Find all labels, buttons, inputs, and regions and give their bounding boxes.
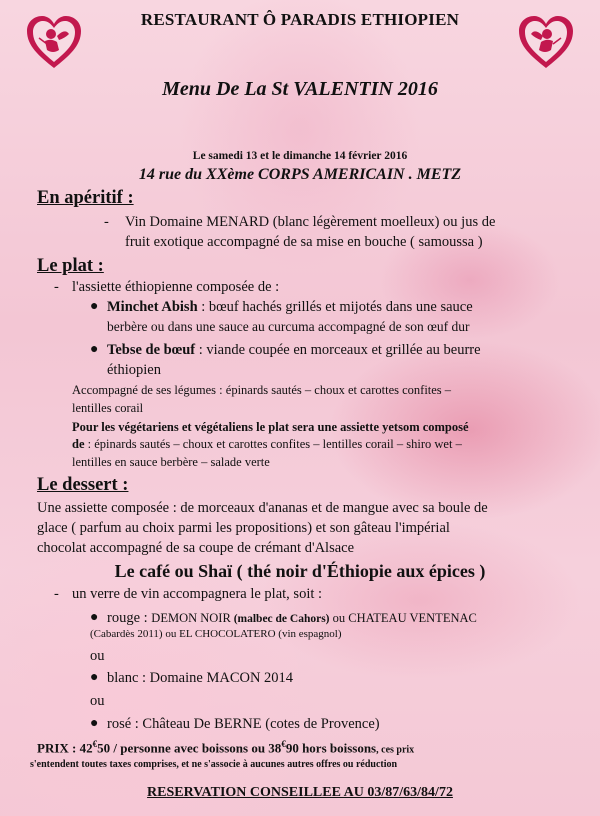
plat-intro: l'assiette éthiopienne composée de : (72, 279, 280, 295)
plat-item-1-line-2: berbère ou dans une sauce au curcuma accompagné de son œuf dur (107, 319, 470, 334)
bullet-icon: ● (90, 342, 99, 357)
dessert-line-3: chocolat accompagné de sa coupe de crémant d'Alsace (37, 540, 355, 556)
rouge-label: rouge : (107, 610, 152, 626)
price-tail: , ces prix (376, 744, 415, 756)
ou-1: ou (90, 648, 105, 664)
minchet-abish-name: Minchet Abish (107, 299, 198, 315)
bullet-icon: ● (90, 716, 99, 731)
plat-item-2-line-2: éthiopien (107, 362, 161, 378)
wine-blanc: blanc : Domaine MACON 2014 (107, 670, 294, 686)
reservation-line: RESERVATION CONSEILLEE AU 03/87/63/84/72 (147, 785, 453, 800)
wine-intro: un verre de vin accompagnera le plat, soit : (72, 586, 323, 602)
plat-item-1 (107, 299, 473, 316)
plat-dash: - (54, 279, 59, 295)
rouge-note-1: (malbec de Cahors) (230, 613, 330, 625)
cafe-heading: Le café ou Shaï ( thé noir d'Éthiopie aux épices ) (114, 561, 486, 581)
plat-item-2 (107, 342, 481, 359)
aperitif-dash: - (104, 214, 109, 230)
dessert-heading: Le dessert : (37, 475, 129, 495)
legumes-line-1: Accompagné de ses légumes : épinards sautés – choux et carottes confites – (72, 383, 452, 397)
price-with-drinks: 50 / personne avec boissons ou 38 (97, 740, 282, 756)
menu-title: Menu De La St VALENTIN 2016 (162, 78, 438, 100)
rouge-wine-1: DEMON NOIR (151, 611, 231, 625)
restaurant-name: RESTAURANT Ô PARADIS ETHIOPIEN (140, 10, 460, 29)
restaurant-address: 14 rue du XXème CORPS AMERICAIN . METZ (138, 166, 462, 183)
event-dates: Le samedi 13 et le dimanche 14 février 2016 (192, 150, 408, 162)
vege-de: de (72, 437, 85, 451)
wine-rose: rosé : Château De BERNE (cotes de Provence) (107, 716, 380, 732)
legumes-line-2: lentilles corail (72, 401, 144, 415)
bullet-icon: ● (90, 299, 99, 314)
price-line (37, 739, 414, 756)
aperitif-heading: En apéritif : (37, 188, 134, 208)
dessert-line-2: glace ( parfum au choix parmi les propositions) et son gâteau l'impérial (37, 520, 450, 536)
euro-sign: € (281, 739, 286, 749)
vege-list: : épinards sautés – choux et carottes confites – lentilles corail – shiro wet – (84, 437, 462, 451)
aperitif-line-1: Vin Domaine MENARD (blanc légèrement moelleux) ou jus de (125, 214, 496, 230)
plat-heading: Le plat : (37, 256, 104, 276)
tebse-desc: : viande coupée en morceaux et grillée au beurre (195, 342, 481, 358)
wine-dash: - (54, 586, 59, 602)
vege-line-2 (72, 437, 462, 452)
vege-line-1: Pour les végétariens et végétaliens le plat sera une assiette yetsom composé (72, 420, 469, 434)
wine-rouge (107, 610, 477, 627)
minchet-abish-desc: : bœuf hachés grillés et mijotés dans une sauce (197, 299, 473, 315)
bullet-icon: ● (90, 610, 99, 625)
vege-line-3: lentilles en sauce berbère – salade verte (72, 455, 270, 469)
euro-sign: € (92, 739, 98, 749)
wine-rouge-line-2: (Cabardès 2011) ou EL CHOCOLATERO (vin espagnol) (90, 628, 342, 640)
bullet-icon: ● (90, 670, 99, 685)
ou-2: ou (90, 693, 105, 709)
price-without-drinks: 90 hors boissons (285, 740, 377, 756)
tebse-name: Tebse de bœuf (107, 342, 196, 358)
dessert-line-1: Une assiette composée : de morceaux d'ananas et de mangue avec sa boule de (37, 500, 488, 516)
rouge-wine-2: ou CHATEAU VENTENAC (329, 611, 477, 625)
price-label: PRIX : 42 (37, 740, 93, 756)
aperitif-line-2: fruit exotique accompagné de sa mise en bouche ( samoussa ) (125, 234, 483, 250)
price-note: s'entendent toutes taxes comprises, et ne s'associe à aucunes autres offres ou réduction (30, 759, 398, 770)
